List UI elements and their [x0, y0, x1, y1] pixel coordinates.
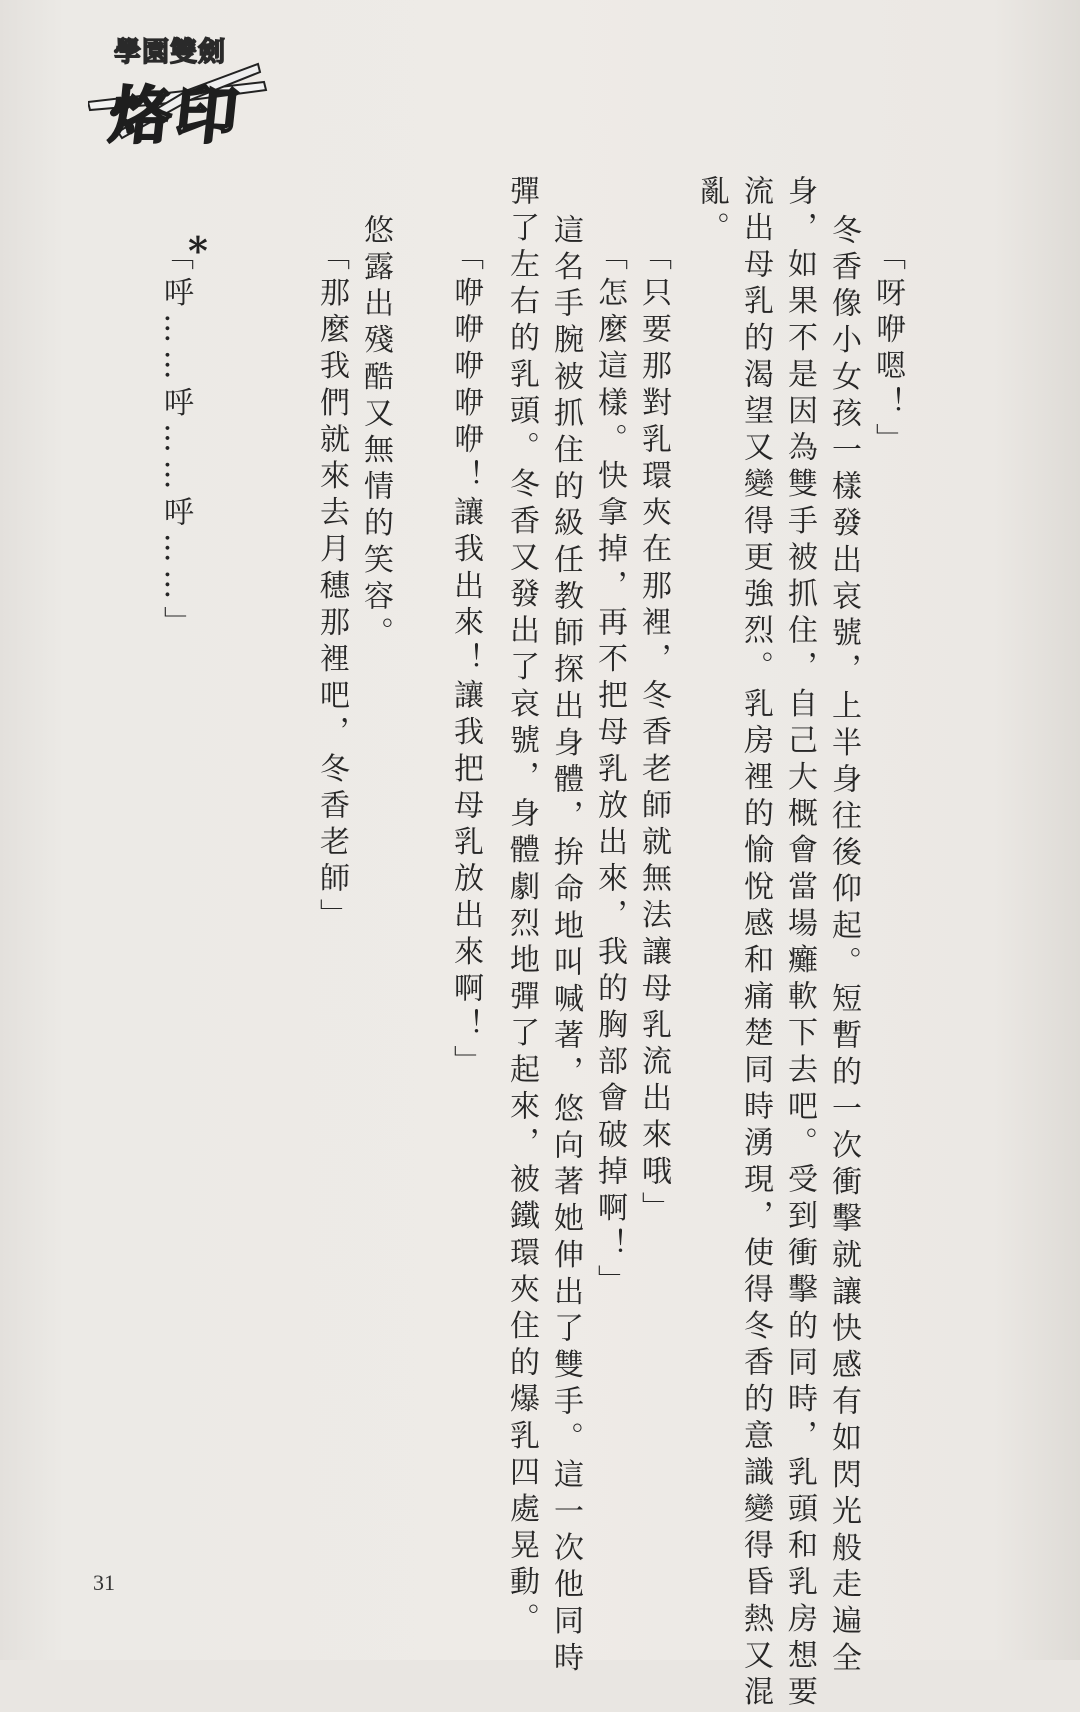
text-column-6: 「只要那對乳環夾在那裡，冬香老師就無法讓母乳流出來哦」	[636, 240, 671, 1229]
text-column-13: 「呼……呼……呼……」	[158, 240, 193, 643]
series-title-top: 學園雙劍	[114, 37, 226, 68]
series-title-main: 烙印	[105, 79, 246, 152]
text-column-9: 彈了左右的乳頭。冬香又發出了哀號，身體劇烈地彈了起來，被鐵環夾住的爆乳四處晃動。	[504, 175, 539, 1639]
text-column-2: 冬香像小女孩一樣發出哀號，上半身往後仰起。短暫的一次衝擊就讓快感有如閃光般走遍全	[826, 214, 861, 1678]
text-column-1: 「呀咿嗯！」	[870, 240, 905, 460]
text-column-8: 這名手腕被抓住的級任教師探出身體，拚命地叫喊著，悠向著她伸出了雙手。這一次他同時	[548, 214, 583, 1678]
page-number: 31	[93, 1570, 115, 1595]
text-column-12: 「那麼我們就來去月穗那裡吧，冬香老師」	[314, 240, 349, 936]
text-column-7: 「怎麼這樣。快拿掉，再不把母乳放出來，我的胸部會破掉啊！」	[592, 240, 627, 1302]
text-column-11: 悠露出殘酷又無情的笑容。	[358, 214, 393, 654]
text-column-3: 身，如果不是因為雙手被抓住，自己大概會當場癱軟下去吧。受到衝擊的同時，乳頭和乳房想要	[782, 175, 817, 1712]
text-column-10: 「咿咿咿咿咿！讓我出來！讓我把母乳放出來啊！」	[448, 240, 483, 1082]
text-column-4: 流出母乳的渴望又變得更強烈。乳房裡的愉悅感和痛楚同時湧現，使得冬香的意識變得昏熱又混	[738, 175, 773, 1712]
section-separator: *	[188, 228, 208, 273]
text-column-5: 亂。	[694, 175, 729, 249]
